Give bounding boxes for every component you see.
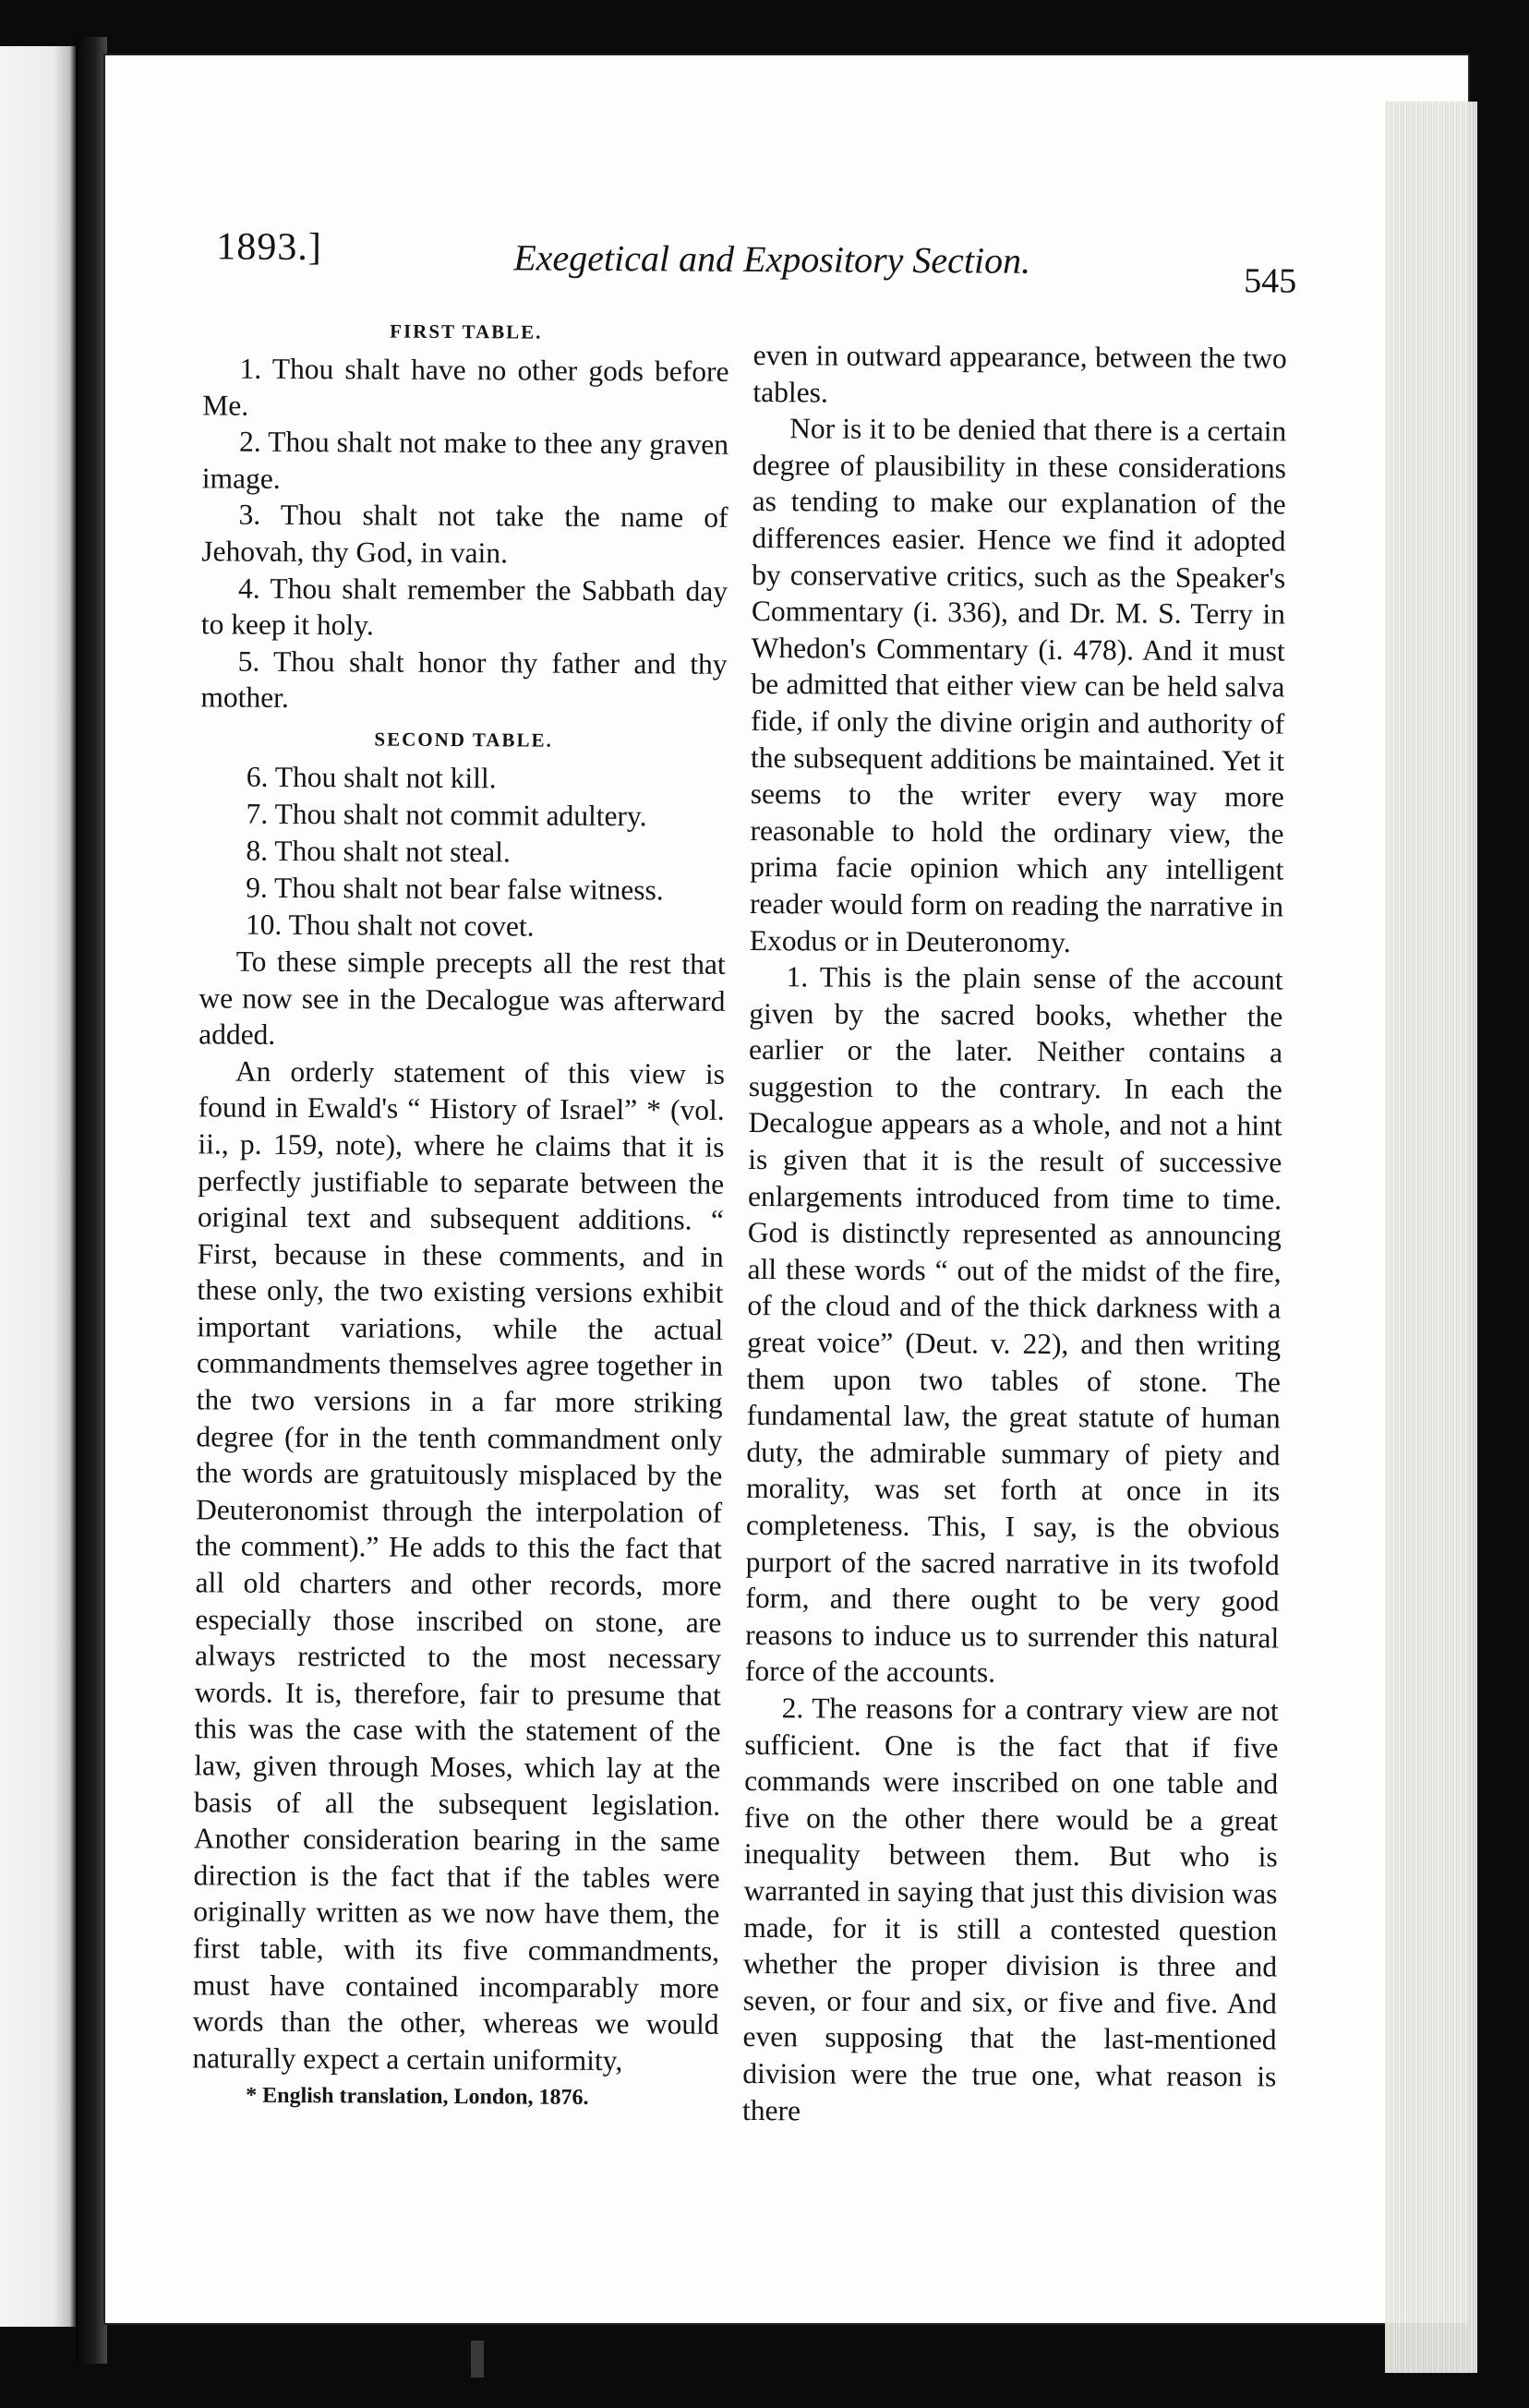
commandment: 2. Thou shalt not make to thee any graven image. (201, 425, 729, 495)
right-column (742, 337, 1287, 2132)
commandment: 4. Thou shalt remember the Sabbath day to keep it holy. (200, 572, 728, 642)
commandment: 10. Thou shalt not covet. (245, 908, 535, 943)
commandment: 5. Thou shalt honor thy father and thy mother. (200, 644, 728, 715)
commandment: 3. Thou shalt not take the name of Jehovah, thy God, in vain. (201, 498, 728, 570)
body-paragraph: even in outward appearance, between the two tables. (752, 338, 1287, 409)
commandment: 7. Thou shalt not commit adultery. (246, 797, 647, 833)
page-number: 545 (1244, 261, 1297, 301)
commandment: 1. Thou shalt have no other gods before Me. (202, 352, 729, 422)
body-paragraph: An orderly statement of this view is found in Ewald's “ History of Israel” * (vol. ii., p. 159, note), where he claims that it is perfectly justifiable to separate between the original text and subsequent additions. “ First, because in these comments, and in these only, the two existing versions exhibit important variations, while the actual commandments themselves agree together in the two versions in a far more striking degree (for in the tenth commandment only the words are gratuitously misplaced by the Deuteronomist through the interpolation of the comment).” He adds to this the fact that all old charters and other records, more especially those inscribed on stone, are always restricted to the most necessary words. It is, therefore, fair to presume that this was the case with the statement of the law, given through Moses, which lay at the basis of all the subsequent legislation. Another consideration bearing in the same direction is the fact that if the tables were originally written as we now have them, the first table, with its five commandments, must have contained incomparably more words than the other, whereas we would naturally expect a certain uniformity, (192, 1054, 726, 2077)
commandment: 9. Thou shalt not bear false witness. (246, 871, 664, 907)
commandment: 8. Thou shalt not steal. (246, 834, 511, 869)
body-paragraph: 1. This is the plain sense of the account given by the sacred books, whether the earlier or the later. Neither contains a suggestion to the contrary. In each the Decalogue appears as a whole, and not a hint is given that it is the result of successive enlargements introduced from time to time. God is distinctly represented as announcing all these words “ out of the midst of the fire, of the cloud and of the thick darkness with a great voice” (Deut. v. 22), and then writing them upon two tables of stone. The fundamental law, the great statute of human duty, the admirable summary of piety and morality, was set forth at once in its completeness. This, I say, is the obvious purport of the sacred narrative in its twofold form, and there ought to be very good reasons to induce us to surrender this natural force of the accounts. (744, 960, 1283, 1689)
second-table-heading: SECOND TABLE. (374, 728, 553, 752)
first-table-heading: FIRST TABLE. (390, 319, 543, 343)
left-column (192, 313, 729, 2113)
header-year: 1893.] (216, 225, 323, 270)
running-title: Exegetical and Expository Section. (513, 236, 1031, 282)
body-paragraph: Nor is it to be denied that there is a certain degree of plausibility in these considerations as tending to make our explanation of the differences easier. Hence we find it adopted by conservative critics, such as the Speaker's Commentary (i. 336), and Dr. M. S. Terry in Whedon's Commentary (i. 478). And it must be admitted that either view can be held salva fide, if only the divine origin and authority of the subsequent additions be maintained. Yet it seems to the writer every way more reasonable to hold the ordinary view, the prima facie opinion which any intelligent reader would form on reading the narrative in Exodus or in Deuteronomy. (749, 412, 1287, 958)
footnote: * English translation, London, 1876. (246, 2084, 589, 2111)
scan-artifact (471, 2341, 484, 2378)
running-header (216, 224, 1296, 305)
body-paragraph: To these simple precepts all the rest that we now see in the Decalogue was afterward added. (199, 945, 726, 1051)
body-paragraph: 2. The reasons for a contrary view are not sufficient. One is the fact that if five commands were inscribed on one table and five on the other there would be a great inequality between them. But who is warranted in saying that just this division was made, for it is still a contested question whether the proper division is three and seven, or four and six, or five and five. And even supposing that the last-mentioned division were the true one, what reason is there (741, 1692, 1279, 2126)
commandment: 6. Thou shalt not kill. (246, 760, 497, 795)
